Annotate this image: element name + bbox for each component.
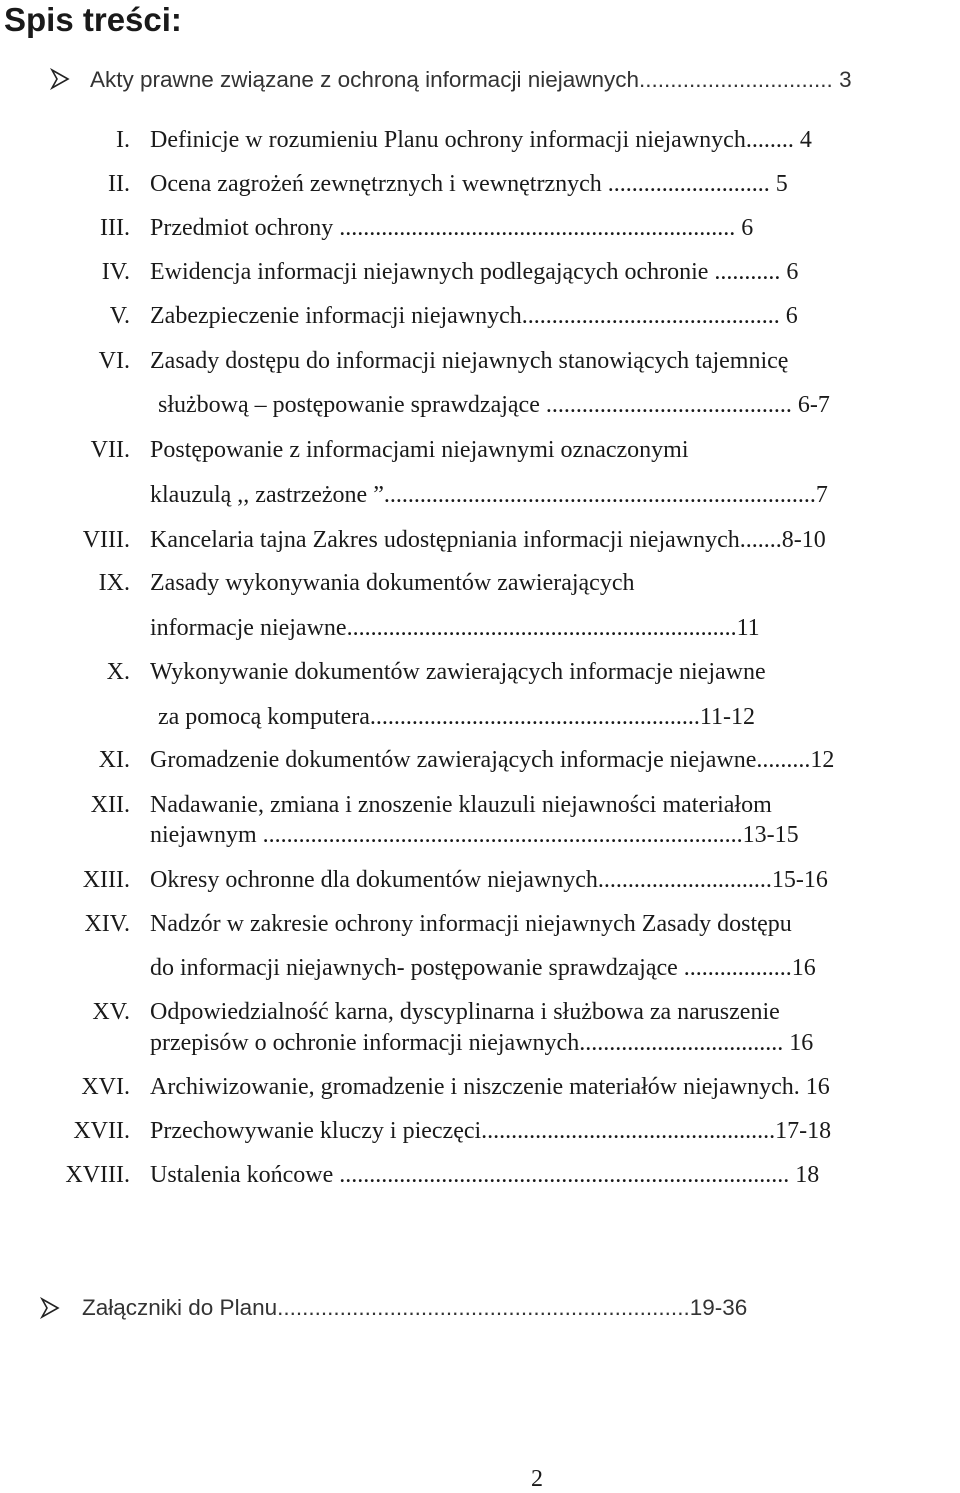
toc-item-number: XV. (92, 999, 130, 1025)
toc-item-number: IX. (98, 570, 130, 596)
toc-item-continuation[interactable]: za pomocą komputera.......................................................11-12 (158, 704, 756, 730)
toc-item-number: I. (116, 127, 130, 153)
toc-attachments-label: Załączniki do Planu (82, 1295, 278, 1320)
toc-item-number: XVII. (73, 1118, 130, 1144)
toc-intro-entry[interactable] (90, 65, 852, 95)
toc-item-text[interactable]: Ewidencja informacji niejawnych podlegających ochronie ........... 6 (150, 259, 799, 285)
toc-item-number: VI. (98, 348, 130, 374)
toc-item-text[interactable]: Kancelaria tajna Zakres udostępniania informacji niejawnych.......8-10 (150, 527, 826, 553)
toc-item-text[interactable]: Okresy ochronne dla dokumentów niejawnych.............................15-16 (150, 867, 828, 893)
toc-item-continuation[interactable]: do informacji niejawnych- postępowanie sprawdzające ..................16 (150, 955, 816, 981)
page-number: 2 (531, 1466, 543, 1492)
toc-attachments-page: 19-36 (689, 1295, 748, 1320)
toc-item-text[interactable]: Archiwizowanie, gromadzenie i niszczenie materiałów niejawnych. 16 (150, 1074, 830, 1100)
toc-item-text[interactable]: Zasady dostępu do informacji niejawnych stanowiących tajemnicę (150, 348, 789, 374)
toc-item-number: XII. (90, 792, 130, 818)
toc-item-number: XVIII. (65, 1162, 130, 1188)
toc-item-number: VIII. (82, 527, 130, 553)
toc-item-text[interactable]: Ocena zagrożeń zewnętrznych i wewnętrznych ........................... 5 (150, 171, 788, 197)
toc-item-continuation[interactable]: klauzulą ,, zastrzeżone ”........................................................................7 (150, 482, 828, 508)
toc-item-number: XVI. (81, 1074, 130, 1100)
page-title: Spis treści: (4, 1, 182, 38)
toc-item-number: III. (100, 215, 130, 241)
arrow-bullet-icon (50, 68, 70, 90)
arrow-bullet-icon (40, 1297, 60, 1319)
toc-attachments-entry[interactable] (82, 1293, 747, 1323)
toc-item-text[interactable]: Ustalenia końcowe ........................................................................... 18 (150, 1162, 820, 1188)
toc-item-continuation[interactable]: informacje niejawne.................................................................11 (150, 615, 760, 641)
toc-item-number: X. (106, 659, 130, 685)
toc-item-number: XIII. (82, 867, 130, 893)
toc-item-text[interactable]: Nadawanie, zmiana i znoszenie klauzuli niejawności materiałom (150, 792, 772, 818)
toc-item-number: VII. (90, 437, 130, 463)
toc-item-continuation[interactable]: służbową – postępowanie sprawdzające ......................................... 6-7 (158, 392, 830, 418)
toc-item-number: IV. (101, 259, 130, 285)
toc-item-number: XI. (98, 747, 130, 773)
toc-item-continuation[interactable]: przepisów o ochronie informacji niejawnych.................................. 16 (150, 1030, 814, 1056)
toc-item-text[interactable]: Wykonywanie dokumentów zawierających informacje niejawne (150, 659, 766, 685)
toc-item-text[interactable]: Gromadzenie dokumentów zawierających informacje niejawne.........12 (150, 747, 835, 773)
toc-item-number: V. (109, 303, 130, 329)
toc-item-text[interactable]: Nadzór w zakresie ochrony informacji niejawnych Zasady dostępu (150, 911, 792, 937)
toc-attachments-dots: .................................................................. (277, 1295, 690, 1320)
toc-intro-dots: ............................... (639, 67, 833, 92)
toc-intro-page: 3 (839, 67, 852, 92)
toc-item-text[interactable]: Odpowiedzialność karna, dyscyplinarna i służbowa za naruszenie (150, 999, 780, 1025)
toc-item-text[interactable]: Przedmiot ochrony .................................................................. 6 (150, 215, 754, 241)
toc-item-continuation[interactable]: niejawnym ................................................................................13-15 (150, 822, 799, 848)
toc-item-text[interactable]: Przechowywanie kluczy i pieczęci.................................................17-18 (150, 1118, 832, 1144)
toc-item-number: XIV. (84, 911, 130, 937)
toc-item-text[interactable]: Zasady wykonywania dokumentów zawierających (150, 570, 635, 596)
toc-item-text[interactable]: Postępowanie z informacjami niejawnymi oznaczonymi (150, 437, 689, 463)
toc-item-text[interactable]: Definicje w rozumieniu Planu ochrony informacji niejawnych........ 4 (150, 127, 812, 153)
toc-item-text[interactable]: Zabezpieczenie informacji niejawnych........................................... 6 (150, 303, 798, 329)
toc-item-number: II. (108, 171, 130, 197)
toc-intro-label: Akty prawne związane z ochroną informacji niejawnych (90, 67, 640, 92)
